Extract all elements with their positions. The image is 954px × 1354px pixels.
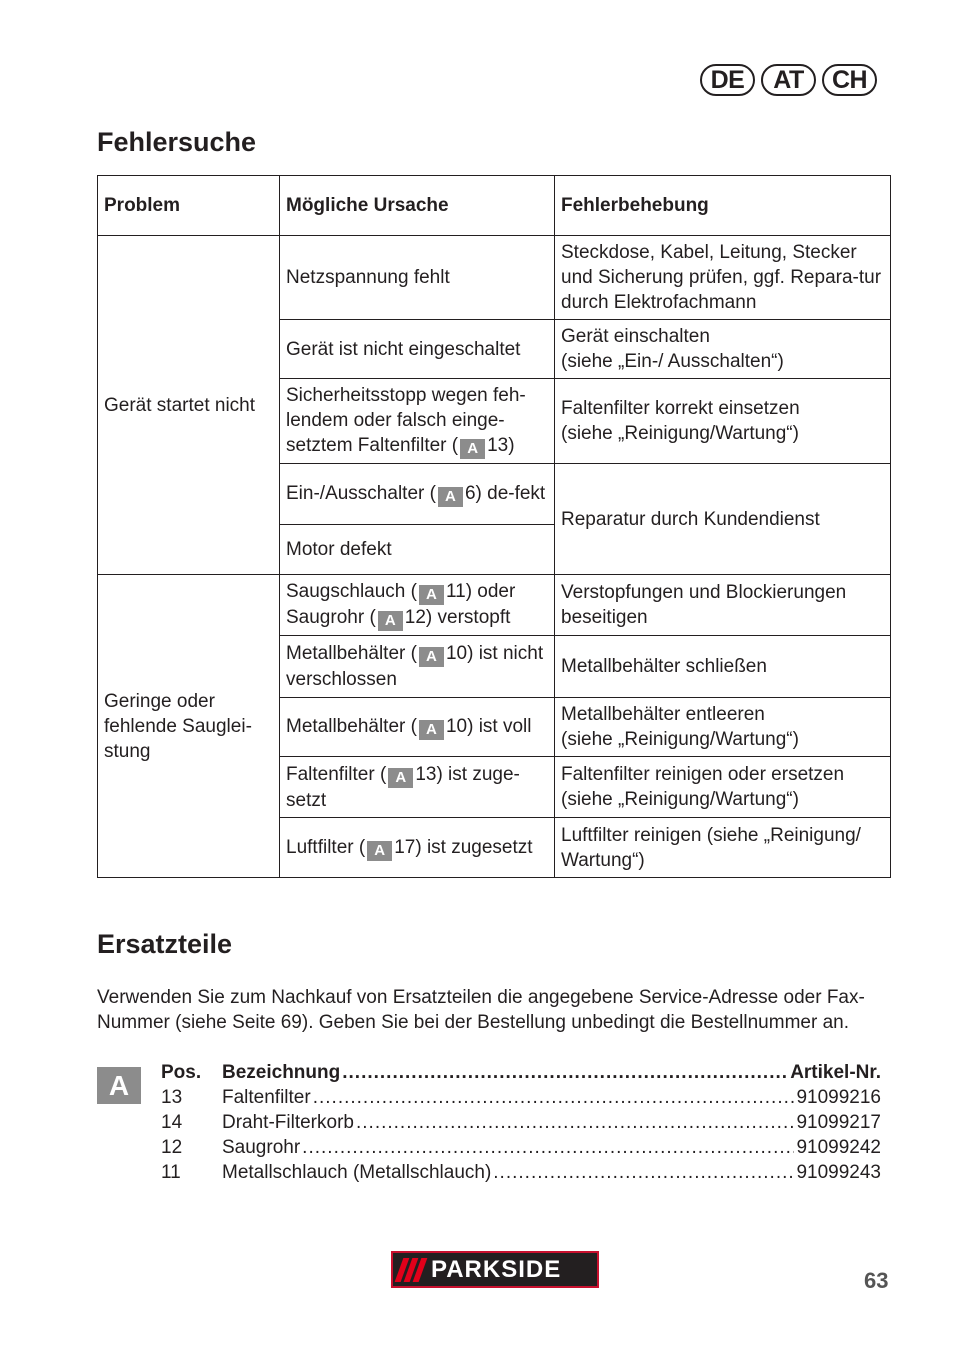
fix-line: Faltenfilter korrekt einsetzen bbox=[561, 398, 800, 419]
cause-text: 17) ist zugesetzt bbox=[394, 836, 533, 858]
logo-slashes-icon bbox=[399, 1258, 423, 1282]
fix-line: (siehe „Reinigung/Wartung“) bbox=[561, 423, 799, 444]
dot-leader bbox=[313, 1085, 795, 1110]
parkside-logo bbox=[391, 1251, 599, 1288]
fix-cell bbox=[555, 320, 891, 379]
problem-cell: Geringe oder fehlende Sauglei-stung bbox=[98, 575, 280, 878]
header-cause: Mögliche Ursache bbox=[280, 176, 555, 236]
figure-a-badge: A bbox=[419, 647, 444, 667]
parts-header-pos: Pos. bbox=[161, 1062, 202, 1083]
dot-leader bbox=[493, 1160, 794, 1185]
table-header-row bbox=[98, 176, 891, 236]
part-pos: 14 bbox=[161, 1112, 183, 1133]
cause-text: Saugschlauch ( bbox=[286, 581, 417, 602]
fix-cell: Reparatur durch Kundendienst bbox=[555, 464, 891, 575]
cause-text: 13) bbox=[487, 435, 515, 456]
cause-text: Faltenfilter ( bbox=[286, 763, 387, 785]
page-number: 63 bbox=[864, 1268, 889, 1293]
fix-line: (siehe „Reinigung/Wartung“) bbox=[561, 729, 799, 750]
parts-header-number: Artikel-Nr. bbox=[790, 1062, 881, 1083]
cause-cell bbox=[280, 757, 555, 818]
part-number: 91099217 bbox=[796, 1112, 881, 1133]
cause-text: 10) ist voll bbox=[445, 716, 532, 737]
fix-line: Metallbehälter entleeren bbox=[561, 704, 765, 725]
cause-cell bbox=[280, 698, 555, 757]
fix-cell: Metallbehälter schließen bbox=[555, 636, 891, 698]
troubleshooting-table bbox=[97, 175, 891, 878]
part-name: Draht-Filterkorb bbox=[222, 1112, 354, 1133]
part-pos: 12 bbox=[161, 1137, 183, 1158]
cause-text: Sicherheitsstopp wegen feh-lendem oder falsch einge-setztem Faltenfilter ( bbox=[286, 385, 526, 456]
fix-cell: Steckdose, Kabel, Leitung, Stecker und Sicherung prüfen, ggf. Repara-tur durch Elektrofachmann bbox=[555, 236, 891, 320]
header-problem: Problem bbox=[98, 176, 280, 236]
figure-a-badge: A bbox=[419, 585, 444, 605]
figure-a-badge: A bbox=[388, 768, 413, 788]
language-badge-at: AT bbox=[761, 64, 816, 96]
figure-a-badge: A bbox=[438, 487, 463, 507]
cause-cell bbox=[280, 636, 555, 698]
list-item bbox=[161, 1135, 881, 1160]
fix-cell bbox=[555, 757, 891, 818]
part-name: Saugrohr bbox=[222, 1137, 301, 1158]
cause-text: 10) ist nicht verschlossen bbox=[286, 643, 544, 690]
dot-leader bbox=[342, 1060, 788, 1085]
figure-a-badge: A bbox=[367, 841, 392, 861]
problem-cell: Gerät startet nicht bbox=[98, 236, 280, 575]
cause-text: 12) verstopft bbox=[404, 607, 511, 628]
table-row bbox=[98, 236, 891, 320]
cause-text: Metallbehälter ( bbox=[286, 716, 417, 737]
fix-cell: Luftfilter reinigen (siehe „Reinigung/ Wartung“) bbox=[555, 818, 891, 878]
cause-text: Metallbehälter ( bbox=[286, 643, 417, 664]
list-item bbox=[161, 1110, 881, 1135]
spare-parts-heading: Ersatzteile bbox=[97, 929, 233, 959]
troubleshooting-heading: Fehlersuche bbox=[97, 127, 257, 157]
fix-cell bbox=[555, 698, 891, 757]
list-item bbox=[161, 1160, 881, 1185]
cause-text: 13) ist zuge-setzt bbox=[286, 763, 520, 811]
cause-cell bbox=[280, 379, 555, 464]
part-name: Faltenfilter bbox=[222, 1087, 311, 1108]
part-name: Metallschlauch (Metallschlauch) bbox=[222, 1162, 492, 1183]
cause-text: 11) oder Saugrohr ( bbox=[286, 581, 516, 628]
language-badges bbox=[700, 64, 877, 96]
cause-cell bbox=[280, 818, 555, 878]
spare-parts-intro: Verwenden Sie zum Nachkauf von Ersatzteilen die angegebene Service-Adresse oder Fax-Nummer (siehe Seite 69). Geben Sie bei der Bestellung unbedingt die Bestellnummer an. bbox=[97, 987, 865, 1033]
language-badge-de: DE bbox=[700, 64, 755, 96]
list-item bbox=[161, 1085, 881, 1110]
logo-wordmark: PARKSIDE bbox=[431, 1255, 562, 1283]
header-fix: Fehlerbehebung bbox=[555, 176, 891, 236]
part-pos: 13 bbox=[161, 1087, 183, 1108]
cause-cell: Motor defekt bbox=[280, 525, 555, 575]
figure-a-badge: A bbox=[378, 611, 403, 631]
parts-header-name: Bezeichnung bbox=[222, 1062, 341, 1083]
fix-line: Gerät einschalten bbox=[561, 326, 710, 347]
cause-cell bbox=[280, 575, 555, 636]
fix-cell: Verstopfungen und Blockierungen beseitigen bbox=[555, 575, 891, 636]
fix-line: (siehe „Ein-/ Ausschalten“) bbox=[561, 351, 784, 372]
fix-line: (siehe „Reinigung/Wartung“) bbox=[561, 789, 799, 810]
fix-line: Faltenfilter reinigen oder ersetzen bbox=[561, 764, 845, 785]
part-number: 91099243 bbox=[796, 1162, 881, 1183]
cause-text: Luftfilter ( bbox=[286, 836, 366, 858]
cause-cell: Gerät ist nicht eingeschaltet bbox=[280, 320, 555, 379]
cause-text: 6) de-fekt bbox=[464, 483, 546, 504]
part-number: 91099242 bbox=[796, 1137, 881, 1158]
cause-cell: Netzspannung fehlt bbox=[280, 236, 555, 320]
figure-a-badge: A bbox=[460, 439, 485, 459]
cause-text: Ein-/Ausschalter ( bbox=[286, 483, 436, 504]
dot-leader bbox=[302, 1135, 794, 1160]
cause-cell bbox=[280, 464, 555, 525]
part-number: 91099216 bbox=[796, 1087, 881, 1108]
table-row bbox=[98, 575, 891, 636]
language-badge-ch: CH bbox=[822, 64, 877, 96]
figure-a-badge: A bbox=[419, 720, 444, 740]
part-pos: 11 bbox=[161, 1162, 181, 1183]
parts-header-row bbox=[161, 1060, 881, 1085]
parts-list bbox=[161, 1060, 881, 1185]
figure-a-label: A bbox=[97, 1067, 141, 1104]
fix-cell bbox=[555, 379, 891, 464]
dot-leader bbox=[356, 1110, 794, 1135]
